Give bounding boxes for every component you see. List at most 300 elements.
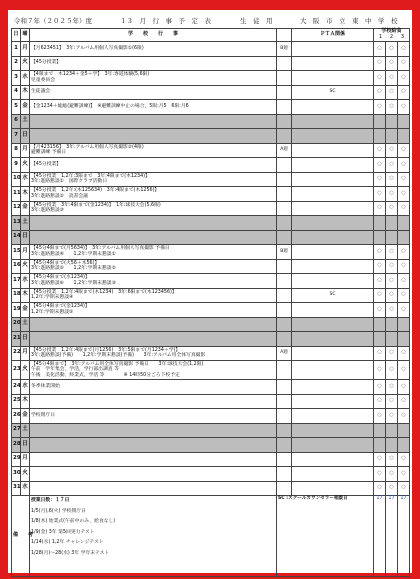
day-number: 11 xyxy=(12,187,21,202)
pta-cell: SC xyxy=(292,288,374,303)
lunch-check: ○ xyxy=(374,394,386,409)
lunch-check: ○ xyxy=(398,409,410,424)
weekday: 木 xyxy=(21,288,30,303)
lunch-check: ○ xyxy=(398,187,410,202)
day-number: 5 xyxy=(12,100,21,115)
event-line: 【45分授業 1,2年:(木125634) 3年:4限まで(木1256)】 xyxy=(31,188,160,194)
day-number: 8 xyxy=(12,143,21,158)
lunch-check: ○ xyxy=(374,201,386,216)
events-cell xyxy=(30,346,277,361)
event-line: 1,2年:学期末懇談⑤ xyxy=(31,309,74,315)
table-header-row xyxy=(12,29,410,42)
pta-cell xyxy=(292,361,374,380)
day-number: 6 xyxy=(12,114,21,129)
lunch-check: ○ xyxy=(374,172,386,187)
day-number: 10 xyxy=(12,172,21,187)
events-cell xyxy=(30,71,277,86)
events-cell xyxy=(30,481,277,496)
pta-cell xyxy=(292,230,374,245)
weekday: 火 xyxy=(21,467,30,482)
lunch-check: ○ xyxy=(386,481,398,496)
lunch-check: ○ xyxy=(386,346,398,361)
lunch-check: ○ xyxy=(398,56,410,71)
weekday: 土 xyxy=(21,216,30,231)
lunch-check xyxy=(386,129,398,144)
events-cell xyxy=(30,274,277,289)
notes-cell xyxy=(30,496,277,577)
event-line: 【45分授業】 xyxy=(31,60,62,66)
week-tag xyxy=(277,481,292,496)
week-tag xyxy=(277,409,292,424)
lunch-check: ○ xyxy=(386,467,398,482)
events-cell xyxy=(30,423,277,438)
events-cell xyxy=(30,245,277,260)
day-row xyxy=(12,361,410,380)
lunch-check: ○ xyxy=(398,42,410,57)
weekday: 火 xyxy=(21,259,30,274)
lunch-check: ○ xyxy=(374,274,386,289)
school-name: 大 阪 市 立 東 中 学 校 xyxy=(300,17,398,25)
lunch-check: ○ xyxy=(398,361,410,380)
lunch-check: ○ xyxy=(374,85,386,100)
lunch-check: ○ xyxy=(374,245,386,260)
pta-cell xyxy=(292,452,374,467)
week-tag xyxy=(277,201,292,216)
events-cell xyxy=(30,172,277,187)
lunch-check: ○ xyxy=(374,467,386,482)
events-cell xyxy=(30,85,277,100)
day-row xyxy=(12,71,410,86)
week-tag xyxy=(277,129,292,144)
lunch-check xyxy=(374,438,386,453)
week-tag xyxy=(277,380,292,395)
day-row xyxy=(12,143,410,158)
weekday: 木 xyxy=(21,85,30,100)
week-tag: B週 xyxy=(277,245,292,260)
day-row xyxy=(12,56,410,71)
events-cell xyxy=(30,259,277,274)
day-number: 9 xyxy=(12,158,21,173)
lunch-check: ○ xyxy=(398,100,410,115)
day-row xyxy=(12,230,410,245)
lunch-check xyxy=(398,317,410,332)
lunch-check: ○ xyxy=(374,42,386,57)
lunch-check xyxy=(374,216,386,231)
lunch-check: ○ xyxy=(398,245,410,260)
lunch-check xyxy=(398,230,410,245)
day-number: 24 xyxy=(12,380,21,395)
lunch-check xyxy=(398,129,410,144)
day-number: 20 xyxy=(12,317,21,332)
day-row xyxy=(12,187,410,202)
pta-cell xyxy=(292,187,374,202)
event-line: 【月423156】 3年:アルバム用個人写真撮影②(4限) xyxy=(31,144,144,150)
lunch-check xyxy=(374,423,386,438)
events-cell xyxy=(30,467,277,482)
pta-cell xyxy=(292,409,374,424)
day-number: 19 xyxy=(12,303,21,318)
day-row xyxy=(12,303,410,318)
col-day: 日 xyxy=(12,29,21,42)
schedule-rows xyxy=(12,42,410,496)
lunch-check xyxy=(398,332,410,347)
lunch-check: ○ xyxy=(386,56,398,71)
pta-cell xyxy=(292,114,374,129)
weekday: 月 xyxy=(21,245,30,260)
lunch-count-1: 17 xyxy=(374,496,386,577)
events-cell xyxy=(30,332,277,347)
event-line: 午前 学年集会，学活，学行部出調査 等 xyxy=(31,367,119,373)
lunch-check xyxy=(386,230,398,245)
pta-cell xyxy=(292,216,374,231)
weekday: 日 xyxy=(21,129,30,144)
pta-cell xyxy=(292,172,374,187)
lunch-check xyxy=(386,216,398,231)
lunch-check: ○ xyxy=(386,288,398,303)
lunch-check: ○ xyxy=(374,100,386,115)
day-number: 21 xyxy=(12,332,21,347)
week-tag: B週 xyxy=(277,42,292,57)
day-number: 25 xyxy=(12,394,21,409)
weekday: 水 xyxy=(21,172,30,187)
day-row xyxy=(12,245,410,260)
day-number: 3 xyxy=(12,71,21,86)
lunch-check: ○ xyxy=(374,452,386,467)
event-line: 3年:進路懇談⑥ 1,2年:学期末懇談③ xyxy=(31,280,116,286)
day-number: 2 xyxy=(12,56,21,71)
lunch-check: ○ xyxy=(398,452,410,467)
pta-cell xyxy=(292,303,374,318)
day-number: 14 xyxy=(12,230,21,245)
event-line: 生徒議会 xyxy=(31,89,51,95)
day-number: 31 xyxy=(12,481,21,496)
lunch-check xyxy=(386,114,398,129)
week-tag xyxy=(277,100,292,115)
footer-row xyxy=(12,496,410,577)
note-item: 1/28(月)〜28(水) 3年 学年末テスト xyxy=(31,550,110,556)
weekday: 火 xyxy=(21,158,30,173)
event-line: 【45分4限まで(火56＋木56)】 xyxy=(31,260,100,266)
event-line: 【45分4限まで(水1234)】 xyxy=(31,275,90,281)
weekday: 月 xyxy=(21,42,30,57)
note-item: 1/5(月),6(火) 学校閉庁日 xyxy=(31,508,86,514)
weekday: 水 xyxy=(21,274,30,289)
event-line: 3年:進路懇談② 読書会議 xyxy=(31,193,88,199)
weekday: 水 xyxy=(21,481,30,496)
lunch-check xyxy=(386,438,398,453)
weekday: 金 xyxy=(21,303,30,318)
note-item: 1/14(水) 1,2年 チャレンジテスト xyxy=(31,540,104,545)
lunch-check: ○ xyxy=(386,100,398,115)
day-row xyxy=(12,42,410,57)
week-tag xyxy=(277,467,292,482)
lunch-check: ○ xyxy=(398,346,410,361)
lunch-check: ○ xyxy=(398,85,410,100)
pta-cell xyxy=(292,332,374,347)
pta-cell xyxy=(292,56,374,71)
week-tag xyxy=(277,394,292,409)
events-cell xyxy=(30,230,277,245)
pta-cell xyxy=(292,467,374,482)
lunch-check: ○ xyxy=(398,158,410,173)
lunch-check: ○ xyxy=(386,143,398,158)
lunch-check: ○ xyxy=(386,71,398,86)
col-weekday: 曜 xyxy=(21,29,30,42)
weekday: 土 xyxy=(21,114,30,129)
week-tag xyxy=(277,85,292,100)
lunch-check: ○ xyxy=(386,172,398,187)
event-line: 3年:進路懇談① 国際クラブ活動日 xyxy=(31,179,108,185)
lunch-check xyxy=(398,114,410,129)
weekday: 水 xyxy=(21,380,30,395)
weekday: 月 xyxy=(21,452,30,467)
weekday: 土 xyxy=(21,317,30,332)
week-tag xyxy=(277,452,292,467)
lunch-check: ○ xyxy=(374,143,386,158)
events-cell xyxy=(30,56,277,71)
day-row xyxy=(12,172,410,187)
lunch-check: ○ xyxy=(398,380,410,395)
events-cell xyxy=(30,143,277,158)
weekday: 月 xyxy=(21,346,30,361)
lunch-check: ○ xyxy=(374,361,386,380)
day-row xyxy=(12,129,410,144)
day-number: 23 xyxy=(12,361,21,380)
pta-cell xyxy=(292,129,374,144)
lunch-check: ○ xyxy=(386,380,398,395)
pta-cell xyxy=(292,481,374,496)
lunch-check: ○ xyxy=(374,187,386,202)
week-tag xyxy=(277,172,292,187)
event-line: 3年:進路懇談⑤ 1,2年:学期末懇談② xyxy=(31,266,116,272)
lunch-check: ○ xyxy=(398,172,410,187)
weekday: 金 xyxy=(21,409,30,424)
pta-cell xyxy=(292,100,374,115)
pta-cell xyxy=(292,71,374,86)
event-line: 【45分授業 1,2年:4限まで(月1256) 3年:5限まで(月1234＋学)】 xyxy=(31,347,181,353)
event-line: 【金1234＋総総(避難訓練)】 ※避難訓練中止の場合，5限:月5 6限:月6 xyxy=(31,103,189,109)
lunch-check: ○ xyxy=(398,481,410,496)
day-number: 26 xyxy=(12,409,21,424)
week-tag xyxy=(277,317,292,332)
day-row xyxy=(12,346,410,361)
day-number: 28 xyxy=(12,438,21,453)
event-line: 【45分授業 3年:4限まで(金1234)】 1年:球技大会(5,6限) xyxy=(31,202,161,208)
events-cell xyxy=(30,114,277,129)
lunch-check: ○ xyxy=(374,71,386,86)
weekday: 木 xyxy=(21,394,30,409)
lunch-check xyxy=(398,423,410,438)
day-number: 22 xyxy=(12,346,21,361)
schedule-sheet xyxy=(8,10,412,573)
lunch-check: ○ xyxy=(386,201,398,216)
events-cell xyxy=(30,288,277,303)
week-tag xyxy=(277,158,292,173)
lunch-check: ○ xyxy=(386,187,398,202)
day-row xyxy=(12,317,410,332)
lunch-check: ○ xyxy=(398,467,410,482)
pta-cell xyxy=(292,201,374,216)
pta-cell xyxy=(292,346,374,361)
lunch-check: ○ xyxy=(398,288,410,303)
pta-cell xyxy=(292,438,374,453)
lunch-check xyxy=(386,317,398,332)
col-tag xyxy=(277,29,292,42)
lunch-check: ○ xyxy=(386,85,398,100)
audience-label: 生 徒 用 xyxy=(240,17,273,25)
col-events: 学 校 行 事 xyxy=(30,29,277,42)
day-row xyxy=(12,288,410,303)
event-line: 【45分4限まで(金1234)】 xyxy=(31,304,90,310)
pta-cell xyxy=(292,259,374,274)
events-cell xyxy=(30,158,277,173)
weekday: 火 xyxy=(21,361,30,380)
day-number: 17 xyxy=(12,274,21,289)
events-cell xyxy=(30,42,277,57)
lunch-check: ○ xyxy=(374,409,386,424)
lunch-check: ○ xyxy=(398,71,410,86)
day-row xyxy=(12,114,410,129)
week-tag xyxy=(277,303,292,318)
lunch-check: ○ xyxy=(374,158,386,173)
events-cell xyxy=(30,380,277,395)
notes-label: 備 考 xyxy=(12,496,30,577)
event-line: 3年:進路懇談(予備) 1,2年:学期末懇談(予備) 3年:アルバム用全体写真撮影 xyxy=(31,353,206,359)
day-row xyxy=(12,481,410,496)
col-lunch: 学校給食 1 2 3 xyxy=(374,29,410,42)
events-cell xyxy=(30,100,277,115)
day-number: 12 xyxy=(12,201,21,216)
note-item: 1/8(木) 始業式(午前中のみ，給食なし) xyxy=(31,519,116,524)
events-cell xyxy=(30,303,277,318)
schedule-table xyxy=(11,28,410,577)
day-row xyxy=(12,85,410,100)
weekday: 水 xyxy=(21,71,30,86)
lunch-check: ○ xyxy=(386,259,398,274)
lunch-count-2: 17 xyxy=(386,496,398,577)
note-item: 1/9(金) 3年 第5回実力テスト xyxy=(31,529,95,535)
lunch-check: ○ xyxy=(386,274,398,289)
day-row xyxy=(12,332,410,347)
event-line: 【4限まで 木1234＋金5＋学】 3年:専道体験(5,6限) xyxy=(31,72,150,78)
lunch-check: ○ xyxy=(374,346,386,361)
weekday: 日 xyxy=(21,230,30,245)
pta-cell xyxy=(292,274,374,289)
week-tag xyxy=(277,259,292,274)
events-cell xyxy=(30,361,277,380)
pta-cell xyxy=(292,394,374,409)
lunch-check: ○ xyxy=(398,201,410,216)
day-row xyxy=(12,380,410,395)
lunch-check xyxy=(374,230,386,245)
weekday: 月 xyxy=(21,143,30,158)
day-row xyxy=(12,216,410,231)
weekday: 金 xyxy=(21,100,30,115)
events-cell xyxy=(30,452,277,467)
col-pta: ＰＴＡ関係 xyxy=(292,29,374,42)
week-tag xyxy=(277,216,292,231)
day-number: 15 xyxy=(12,245,21,260)
event-line: 学校閉庁日 xyxy=(31,412,55,418)
day-number: 18 xyxy=(12,288,21,303)
lunch-check xyxy=(398,216,410,231)
lunch-check xyxy=(374,317,386,332)
week-tag xyxy=(277,423,292,438)
event-line: 1,2年:学期末懇談④ xyxy=(31,295,74,301)
event-line: 児童委員会 xyxy=(31,77,55,83)
day-number: 4 xyxy=(12,85,21,100)
event-line: 冬季休業開始 xyxy=(31,383,60,389)
lunch-check: ○ xyxy=(374,56,386,71)
lunch-check: ○ xyxy=(398,303,410,318)
event-line: 【45分授業 1,2年:4限まで(木1234) 3年:6限まで(木123456)】 xyxy=(31,289,177,295)
weekday: 土 xyxy=(21,423,30,438)
lunch-check: ○ xyxy=(374,288,386,303)
events-cell xyxy=(30,317,277,332)
event-line: 【45分4限まで(月5634)】 3年:アルバム用個人写真撮影 予備日 xyxy=(31,246,170,252)
week-tag: A週 xyxy=(277,346,292,361)
day-row xyxy=(12,158,410,173)
week-tag xyxy=(277,56,292,71)
lunch-check: ○ xyxy=(386,245,398,260)
weekday: 木 xyxy=(21,187,30,202)
day-number: 29 xyxy=(12,452,21,467)
day-row xyxy=(12,423,410,438)
lunch-check: ○ xyxy=(374,380,386,395)
day-row xyxy=(12,409,410,424)
lunch-check: ○ xyxy=(386,394,398,409)
lunch-check: ○ xyxy=(386,303,398,318)
events-cell xyxy=(30,129,277,144)
fiscal-year: 令和７年（２０２５年）度 xyxy=(14,17,92,25)
total-days: 授業日数：１７日 xyxy=(31,498,70,503)
day-row xyxy=(12,274,410,289)
sheet-title: １３ 月 行 事 予 定 表 xyxy=(120,17,211,25)
events-cell xyxy=(30,187,277,202)
week-tag xyxy=(277,288,292,303)
week-tag xyxy=(277,438,292,453)
lunch-check: ○ xyxy=(386,409,398,424)
lunch-check xyxy=(398,438,410,453)
lunch-check xyxy=(374,129,386,144)
day-number: 30 xyxy=(12,467,21,482)
week-tag: A週 xyxy=(277,143,292,158)
week-tag xyxy=(277,332,292,347)
day-row xyxy=(12,452,410,467)
week-tag xyxy=(277,187,292,202)
events-cell xyxy=(30,216,277,231)
pta-cell xyxy=(292,245,374,260)
day-number: 1 xyxy=(12,42,21,57)
sheet-header xyxy=(8,14,412,26)
lunch-check xyxy=(374,114,386,129)
day-number: 27 xyxy=(12,423,21,438)
day-number: 16 xyxy=(12,259,21,274)
lunch-check: ○ xyxy=(374,481,386,496)
day-number: 7 xyxy=(12,129,21,144)
events-cell xyxy=(30,438,277,453)
day-row xyxy=(12,394,410,409)
lunch-check: ○ xyxy=(398,143,410,158)
pta-cell xyxy=(292,380,374,395)
event-line: 避難訓練 予備日 xyxy=(31,150,67,156)
event-line: 【45分授業 1,2年:3限まで 3年:4限まで(木1234)】 xyxy=(31,173,150,179)
event-line: 午後 美化活動，終業式，学活 等 ※ 14時50分ごろ下校予定 xyxy=(31,372,180,378)
event-line: 3年:進路懇談③ xyxy=(31,208,64,214)
events-cell xyxy=(30,409,277,424)
weekday: 日 xyxy=(21,332,30,347)
events-cell xyxy=(30,394,277,409)
